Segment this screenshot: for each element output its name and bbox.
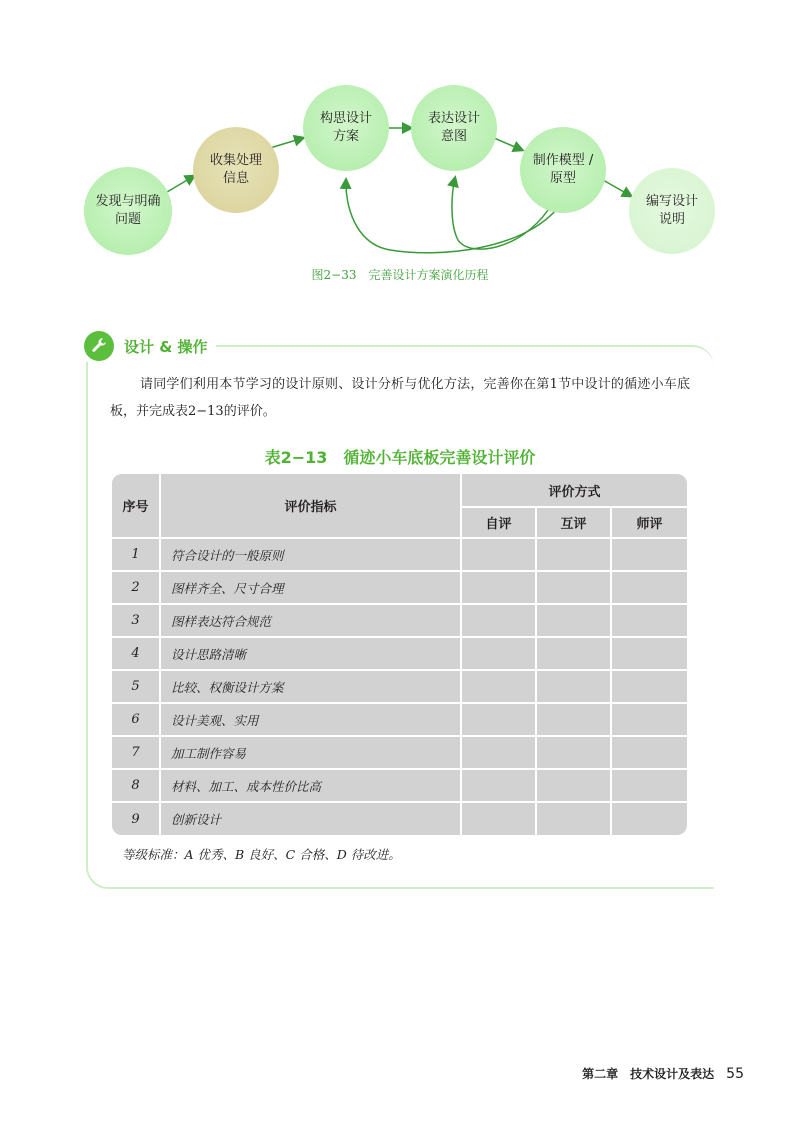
header-teacher: 师评 <box>612 508 687 537</box>
arrow-2 <box>270 138 303 148</box>
chapter-title: 第二章 技术设计及表达 <box>582 1067 715 1081</box>
grid-line <box>159 474 161 835</box>
row-number: 6 <box>112 704 159 735</box>
node-concept-design <box>303 85 389 171</box>
header-peer: 互评 <box>537 508 610 537</box>
node-express-intent <box>411 85 497 171</box>
node-collect-info <box>193 127 279 213</box>
grid-line <box>112 735 687 737</box>
row-criterion: 图样齐全、尺寸合理 <box>161 572 460 603</box>
node-label: 制作模型 / 原型 <box>532 153 594 186</box>
grid-line <box>112 603 687 605</box>
grid-line <box>112 669 687 671</box>
row-criterion: 设计美观、实用 <box>161 704 460 735</box>
row-criterion: 设计思路清晰 <box>161 638 460 669</box>
grading-note: 等级标准：A 优秀、B 良好、C 合格、D 待改进。 <box>122 847 401 862</box>
row-number: 4 <box>112 638 159 669</box>
arrow-5 <box>603 180 631 196</box>
figure-caption: 图2−33 完善设计方案演化历程 <box>311 268 489 282</box>
row-number: 9 <box>112 803 159 835</box>
row-criterion: 材料、加工、成本性价比高 <box>161 770 460 801</box>
row-number: 3 <box>112 605 159 636</box>
row-criterion: 加工制作容易 <box>161 737 460 768</box>
grid-line <box>112 702 687 704</box>
page-footer <box>582 1065 744 1082</box>
grid-line <box>460 506 687 508</box>
activity-instructions: 请同学们利用本节学习的设计原则、设计分析与优化方法，完善你在第1节中设计的循迹小车底板，并完成表2−13的评价。 <box>110 377 690 419</box>
header-index: 序号 <box>112 474 159 537</box>
row-number: 5 <box>112 671 159 702</box>
row-number: 1 <box>112 539 159 570</box>
row-criterion: 图样表达符合规范 <box>161 605 460 636</box>
activity-title: 设计 & 操作 <box>124 337 208 356</box>
flow-diagram-arrows <box>0 0 800 300</box>
node-make-model <box>520 127 606 213</box>
grid-line <box>112 537 687 539</box>
header-method: 评价方式 <box>462 474 687 506</box>
node-label: 发现与明确 问题 <box>95 194 161 227</box>
row-criterion: 比较、权衡设计方案 <box>161 671 460 702</box>
grid-line <box>112 801 687 803</box>
row-criterion: 符合设计的一般原则 <box>161 539 460 570</box>
row-number: 7 <box>112 737 159 768</box>
row-number: 8 <box>112 770 159 801</box>
evaluation-table <box>112 474 687 835</box>
grid-line <box>112 636 687 638</box>
node-identify-problem <box>84 167 172 255</box>
row-number: 2 <box>112 572 159 603</box>
header-self: 自评 <box>462 508 535 537</box>
grid-line <box>460 474 462 835</box>
node-label: 表达设计 意图 <box>427 111 480 144</box>
node-label: 编写设计 说明 <box>645 194 698 227</box>
grid-line <box>112 570 687 572</box>
wrench-icon <box>84 331 114 361</box>
node-write-spec <box>629 168 715 254</box>
node-label: 构思设计 方案 <box>319 111 372 144</box>
arrow-4 <box>494 138 522 150</box>
header-criteria: 评价指标 <box>161 474 460 537</box>
page-number: 55 <box>726 1066 744 1082</box>
table-title: 表2−13 循迹小车底板完善设计评价 <box>264 448 536 467</box>
activity-header <box>84 330 216 362</box>
node-label: 收集处理 信息 <box>209 153 262 186</box>
row-criterion: 创新设计 <box>161 803 460 835</box>
grid-line <box>112 768 687 770</box>
